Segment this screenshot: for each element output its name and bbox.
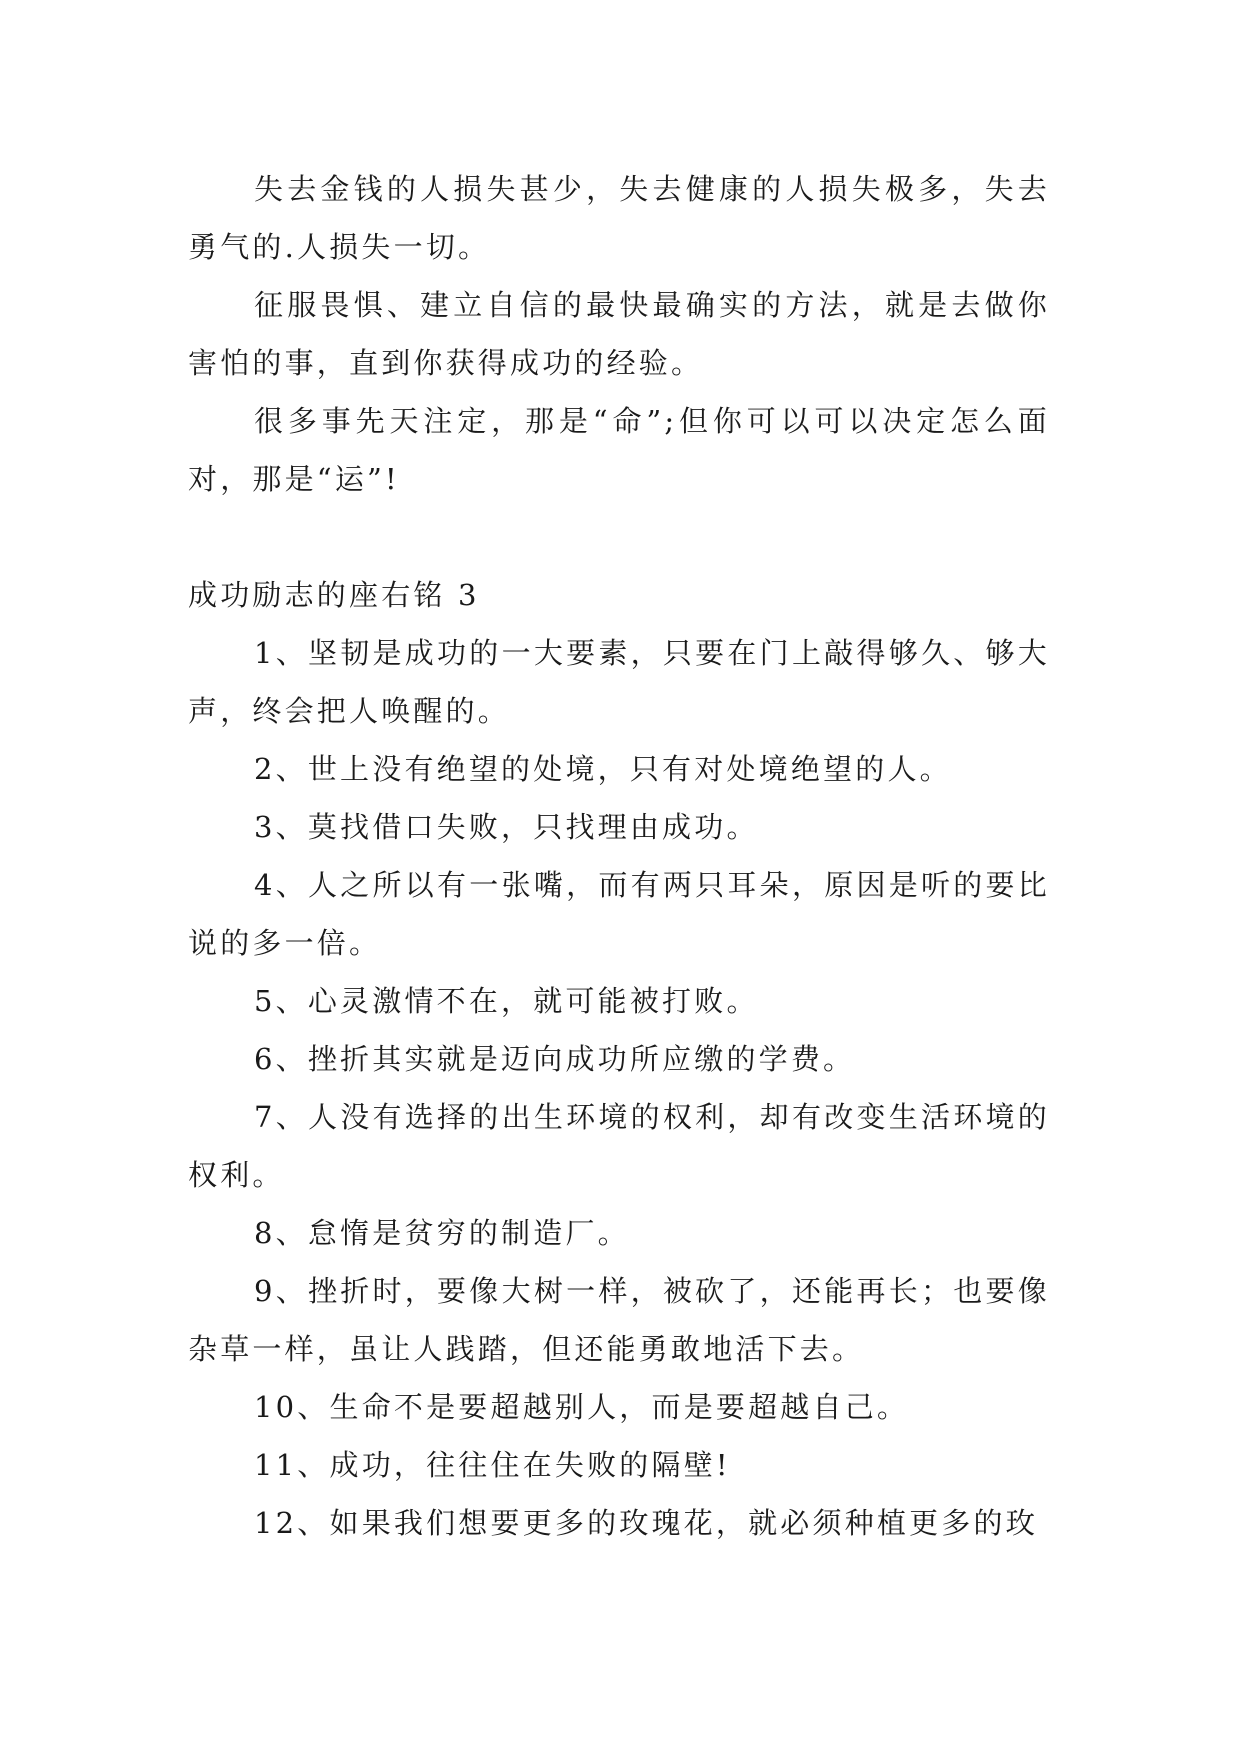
- motto-item: 2、世上没有绝望的处境，只有对处境绝望的人。: [254, 752, 952, 786]
- motto-item: 1、坚韧是成功的一大要素，只要在门上敲得够久、够大声，终会把人唤醒的。: [188, 636, 1050, 728]
- motto-item: 9、挫折时，要像大树一样，被砍了，还能再长；也要像杂草一样，虽让人践踏，但还能勇敢地活下去。: [188, 1274, 1050, 1366]
- motto-item: 11、成功，往往住在失败的隔壁!: [254, 1448, 731, 1482]
- motto-list: [188, 624, 1050, 1552]
- motto-item: 10、生命不是要超越别人，而是要超越自己。: [254, 1390, 910, 1424]
- intro-paragraph: 征服畏惧、建立自信的最快最确实的方法，就是去做你害怕的事，直到你获得成功的经验。: [188, 288, 1050, 380]
- document-body: [188, 160, 1050, 1552]
- motto-item: 4、人之所以有一张嘴，而有两只耳朵，原因是听的要比说的多一倍。: [188, 868, 1050, 960]
- motto-item: 3、莫找借口失败，只找理由成功。: [254, 810, 759, 844]
- intro-paragraph: 失去金钱的人损失甚少，失去健康的人损失极多，失去勇气的.人损失一切。: [188, 172, 1050, 264]
- motto-item: 8、怠惰是贫穷的制造厂。: [254, 1216, 630, 1250]
- motto-item: 12、如果我们想要更多的玫瑰花，就必须种植更多的玫: [254, 1506, 1038, 1540]
- intro-paragraph: 很多事先天注定，那是“命”;但你可以可以决定怎么面对，那是“运”!: [188, 404, 1050, 496]
- motto-item: 5、心灵激情不在，就可能被打败。: [254, 984, 759, 1018]
- motto-item: 6、挫折其实就是迈向成功所应缴的学费。: [254, 1042, 856, 1076]
- motto-item: 7、人没有选择的出生环境的权利，却有改变生活环境的权利。: [188, 1100, 1050, 1192]
- section-heading: 成功励志的座右铭 3: [188, 578, 480, 612]
